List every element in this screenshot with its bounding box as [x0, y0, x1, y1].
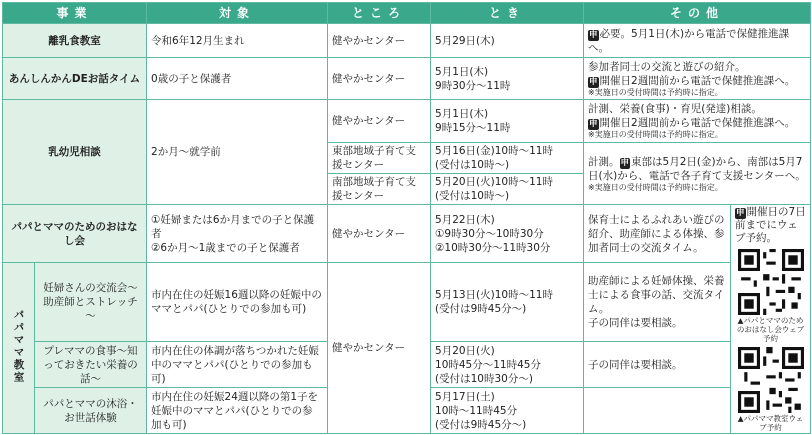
other-text: 計測、栄養(食事)・育児(発達)相談。	[588, 103, 762, 115]
time-line: ①9時30分～10時30分	[435, 227, 544, 240]
other-cell: 保育士によるふれあい遊びの紹介、助産師による体操、参加者同士の交流タイム。	[584, 205, 731, 263]
subevent-name: パパとママの沐浴・お世話体験	[35, 388, 147, 434]
event-name: 乳幼児相談	[3, 100, 147, 205]
other-cell	[584, 263, 731, 342]
event-name: パパとママのためのおはなし会	[3, 205, 147, 263]
header-tokoro: ところ	[328, 3, 431, 24]
event-name-text: パパママ教室	[12, 308, 25, 384]
time-line: 5月1日(木)	[435, 65, 489, 78]
time-line: 5月22日(木)	[435, 213, 495, 226]
subevent-name: 妊婦さんの交流会～助産師とストレッチ～	[35, 263, 147, 342]
place-cell: 健やかセンター	[328, 58, 431, 100]
time-cell	[431, 388, 584, 434]
qr-caption: ▲パパママ教室ウェブ予約	[737, 414, 804, 432]
time-line: (受付は9時45分～)	[435, 418, 527, 431]
apply-badge-icon: 申	[589, 29, 598, 40]
apply-badge-icon: 申	[736, 208, 745, 218]
schedule-table	[2, 2, 811, 434]
event-name: あんしんかんDEお話タイム	[3, 58, 147, 100]
time-line: 5月17日(土)	[435, 390, 495, 403]
note-text: ※実施日の受付時間は予約時に指定。	[588, 87, 723, 97]
qr-text-body: 開催日の7日前までにウェブ予約。	[735, 206, 806, 244]
other-cell	[584, 24, 811, 58]
place-cell: 健やかセンター	[328, 263, 431, 434]
other-text: 参加者同士の交流と遊びの紹介。	[588, 60, 746, 73]
other-text: 東部は5月2日(金)から、南部は5月7日(水)から、電話で各子育て支援センターへ。	[588, 155, 806, 182]
header-taisho: 対象	[147, 3, 328, 24]
time-line: 10時45分～11時45分	[435, 358, 541, 371]
table-row	[3, 263, 811, 342]
time-line: (受付は9時45分～)	[435, 303, 527, 315]
time-cell	[431, 174, 584, 205]
header-row	[3, 3, 811, 24]
time-line: ②10時30分～11時30分	[435, 241, 551, 254]
qr-text	[735, 206, 806, 245]
note-text: ※実施日の受付時間は予約時に指定。	[588, 182, 723, 192]
other-cell	[584, 143, 811, 205]
time-line: 9時30分～11時	[435, 79, 511, 92]
place-cell: 健やかセンター	[328, 100, 431, 143]
other-text: 開催日2週間前から電話で保健推進課へ。	[599, 74, 796, 87]
target-line: ②6か月～1歳までの子と保護者	[151, 241, 300, 254]
other-cell	[584, 100, 811, 143]
apply-badge-icon: 申	[589, 76, 598, 87]
note-text: ※実施日の受付時間は予約時に指定。	[588, 130, 723, 139]
time-cell	[431, 143, 584, 174]
target-cell: 市内在住の妊娠24週以降の第1子を妊娠中のママとパパ(ひとりでの参加も可)	[147, 388, 328, 434]
qr-caption: ▲パパとママのためのおはなし会ウェブ予約	[736, 316, 805, 343]
time-line: 5月16日(金)10時～11時	[435, 145, 553, 157]
time-cell	[431, 342, 584, 388]
table-row	[3, 205, 811, 263]
place-cell: 健やかセンター	[328, 205, 431, 263]
time-line: 5月20日(火)	[435, 344, 495, 357]
time-line: (受付は10時30分～)	[435, 372, 533, 385]
target-cell: 0歳の子と保護者	[147, 58, 328, 100]
time-cell	[431, 263, 584, 342]
time-cell	[431, 100, 584, 143]
table-row	[3, 58, 811, 100]
table-row	[3, 100, 811, 143]
other-cell	[584, 58, 811, 100]
apply-badge-icon: 申	[620, 157, 630, 168]
other-text: 開催日2週間前から電話で保健推進課へ。	[599, 117, 796, 129]
target-cell: 市内在住の妊娠16週以降の妊娠中のママとパパ(ひとりでの参加も可)	[147, 263, 328, 342]
time-line: 5月20日(火)10時～11時	[435, 176, 553, 188]
place-cell: 健やかセンター	[328, 24, 431, 58]
time-line: 10時～11時45分	[435, 404, 518, 417]
time-cell	[431, 58, 584, 100]
time-cell: 5月29日(木)	[431, 24, 584, 58]
place-cell: 東部地域子育て支援センター	[328, 143, 431, 174]
qr-code-talk-icon[interactable]	[738, 249, 804, 315]
target-cell: 令和6年12月生まれ	[147, 24, 328, 58]
other-text: 子の同伴は要相談。	[588, 317, 683, 329]
other-text: 計測。	[588, 155, 620, 168]
place-cell: 南部地域子育て支援センター	[328, 174, 431, 205]
target-line: ①妊婦または6か月までの子と保護者	[151, 213, 315, 240]
event-name: 離乳食教室	[3, 24, 147, 58]
apply-badge-icon: 申	[589, 119, 598, 129]
qr-code-class-icon[interactable]	[738, 347, 804, 413]
header-jigyo: 事業	[3, 3, 147, 24]
event-name	[3, 263, 35, 434]
header-toki: とき	[431, 3, 584, 24]
time-line: (受付は10時～)	[435, 190, 510, 202]
time-line: 9時15分～11時	[435, 122, 511, 134]
qr-cell	[731, 205, 811, 434]
other-text: 必要。5月1日(木)から電話で保健推進課へ。	[588, 27, 790, 54]
time-line: (受付は10時～)	[435, 159, 510, 171]
time-line: 5月13日(火)10時～11時	[435, 289, 553, 301]
table-row	[3, 24, 811, 58]
target-cell	[147, 205, 328, 263]
target-cell: 市内在住の体調が落ちつかれた妊娠中のママとパパ(ひとりでの参加も可)	[147, 342, 328, 388]
time-cell	[431, 205, 584, 263]
other-cell-empty	[584, 388, 731, 434]
subevent-name: プレママの食事～知っておきたい栄養の話～	[35, 342, 147, 388]
time-line: 5月1日(木)	[435, 108, 489, 120]
other-cell: 子の同伴は要相談。	[584, 342, 731, 388]
header-sonota: その他	[584, 3, 811, 24]
other-text: 助産師による妊婦体操、栄養士による食事の話、交流タイム。	[588, 275, 725, 315]
target-cell: 2か月～就学前	[147, 100, 328, 205]
